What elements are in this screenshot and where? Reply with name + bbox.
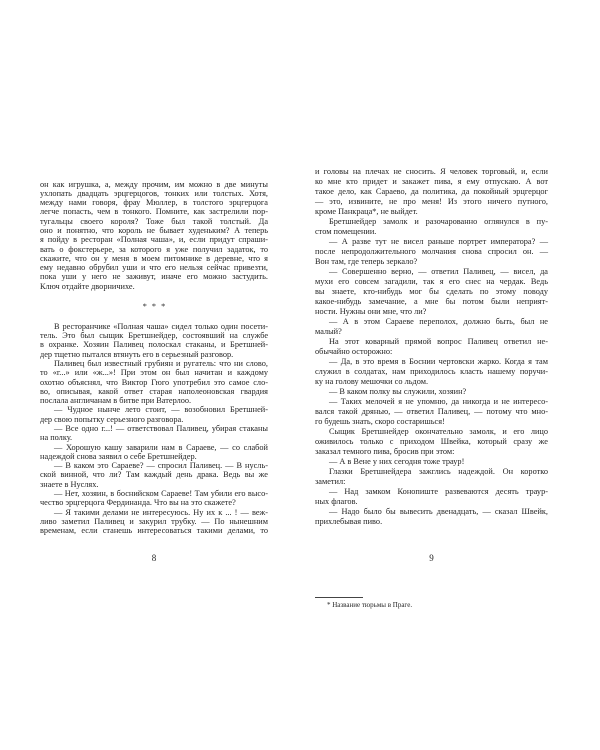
paragraph — [40, 405, 268, 424]
paragraph — [315, 317, 548, 337]
text-line: — Таких мелочей я не упомню, да никогда и не интересо- — [329, 397, 548, 406]
section-break: * * * — [142, 301, 166, 311]
text-line: во, описывая, какой ответ старая наполеоновская гвардия — [40, 386, 268, 396]
text-line: скажите, что он у меня в моем питомнике в деревне, что я — [40, 253, 268, 263]
text-line: пока уши у него не заживут, иначе его можно застудить. — [40, 272, 268, 282]
paragraph — [40, 443, 268, 462]
text-line: прихлебывая пиво. — [315, 517, 383, 526]
text-line: — А в Вене у них сегодня тоже траур! — [329, 457, 465, 466]
text-line: он как игрушка, а, между прочим, им можно в две минуты — [40, 179, 268, 189]
page-number-left: 8 — [151, 553, 157, 563]
text-line: ко мне кто придет и закажет пива, я ему отпускаю. А вот — [315, 177, 548, 186]
text-line: — А разве тут не висел раньше портрет императора? — — [329, 237, 548, 246]
text-line: тель. Это был сыщик Бретшнейдер, состоявший на службе — [40, 331, 268, 341]
text-line: дер свою попытку серьезного разговора. — [40, 414, 184, 424]
paragraph — [315, 457, 548, 467]
text-before-break — [40, 180, 268, 292]
text-line: ку на голову мешочки со льдом. — [315, 377, 429, 386]
text-line: Паливец был известный грубиян и ругатель: что ни слово, — [54, 358, 268, 368]
paragraph — [315, 487, 548, 507]
text-line: я пойду в ресторан «Полная чаша», и, если придут спраши- — [40, 235, 268, 245]
text-line: на полку. — [40, 433, 73, 443]
text-line: — Совершенно верно, — ответил Паливец, — висел, да — [329, 267, 548, 276]
text-line: — Надо было бы вывесить двенадцать, — сказал Швейк, — [329, 507, 548, 516]
paragraph — [40, 359, 268, 405]
page-left-text — [40, 180, 268, 536]
paragraph — [315, 267, 548, 317]
text-line: Ключ отдайте дворничихе. — [40, 281, 135, 291]
paragraph — [40, 489, 268, 508]
page-right-text — [315, 167, 548, 527]
text-line: знаете в Нуслях. — [40, 479, 99, 489]
text-line: Вон там, где теперь зеркало? — [315, 257, 418, 266]
text-line: тугальцы своего короля? Тоже был такой толстый. Да — [40, 216, 268, 226]
text-line: Бретшнейдер замолк и разочарованно оглянулся в пу- — [329, 217, 548, 226]
text-line: вы знаете, кто-нибудь мог бы сделать по этому поводу — [315, 287, 548, 296]
text-line: чество эрцгерцога Фердинанда. Что вы на это скажете? — [40, 498, 236, 508]
text-line: легче попасть, чем в тонкого. Помните, как застрелили пор- — [40, 207, 268, 217]
text-line: надеждой снова заявил о себе Бретшнейдер. — [40, 451, 197, 461]
text-line: — В каком полку вы служили, хозяин? — [329, 387, 467, 396]
text-line: охотно объяснял, что Виктор Гюго употребил это самое сло- — [40, 377, 268, 387]
text-line: — А в этом Сараеве переполох, должно быть, был не — [329, 317, 548, 326]
text-line: ему недавно обрубил уши и что его нельзя сейчас привезти, — [40, 263, 268, 273]
text-line: стом помещении. — [315, 227, 377, 236]
text-line: Глазки Бретшнейдера зажглись надеждой. Он коротко — [329, 467, 548, 476]
text-line: кроме Панкраца*, не выйдет. — [315, 207, 418, 216]
text-line: вался такой дрянью, — ответил Паливец, — потому что мно- — [315, 407, 548, 416]
paragraph — [40, 180, 268, 292]
text-line: какое-нибудь замечание, а мне бы потом были неприят- — [315, 297, 548, 306]
text-line: — Да, в это время в Боснии чертовски жарко. Когда я там — [329, 357, 548, 366]
text-line: — В каком это Сараеве? — спросил Паливец. — В нусль- — [54, 461, 268, 471]
text-line: такое дело, как Сараево, да политика, да покойный эрцгерцог — [315, 187, 548, 196]
paragraph — [315, 467, 548, 487]
text-line: ных флагов. — [315, 497, 358, 506]
text-line: — Я такими делами не интересуюсь. Ну их к ... ! — веж- — [54, 507, 268, 517]
text-line: оживилось только с приходом Швейка, который сразу же — [315, 437, 548, 446]
paragraph — [315, 167, 548, 217]
text-line: ухлопать двадцать эрцгерцогов, тонких или толстых. Хотя, — [40, 188, 268, 198]
page-number-right: 9 — [429, 553, 434, 563]
paragraph — [40, 461, 268, 489]
text-line: вать о фокстерьере, за которого я уже получил задаток, то — [40, 244, 268, 254]
paragraph — [315, 387, 548, 397]
text-line: — Нет, хозяин, в боснийском Сараеве! Там убили его высо- — [54, 489, 268, 499]
text-line: малый? — [315, 327, 342, 336]
text-after-break — [40, 322, 268, 536]
text-line: и головы на плечах не сносить. Я человек торговый, и, если — [315, 167, 548, 176]
paragraph — [315, 217, 548, 237]
text-line: послала англичанам в битве при Ватерлоо. — [40, 396, 192, 406]
text-line: — Хорошую кашу заварили нам в Сараеве, — со слабой — [54, 442, 268, 452]
text-line: ности. Нужны они мне, что ли? — [315, 307, 427, 316]
text-line: заметил: — [315, 477, 346, 486]
text-line: дер тщетно пытался втянуть его в серьезный разговор. — [40, 349, 234, 359]
text-line: мухи его совсем загадили, так я его снес на чердак. Ведь — [315, 277, 548, 286]
text-line: — Чудное нынче лето стоит, — возобновил Бретшней- — [54, 405, 268, 415]
paragraph — [315, 397, 548, 427]
paragraph — [40, 508, 268, 536]
text-line: то «г...» или «ж...»! При этом он был начитан и каждому — [40, 368, 268, 378]
paragraph — [315, 237, 548, 267]
text-line: На этот коварный прямой вопрос Паливец ответил не- — [329, 337, 548, 346]
text-line: заказал темного пива, бросив при этом: — [315, 447, 455, 456]
footnote: * Название тюрьмы в Праге. — [327, 601, 413, 609]
paragraph — [315, 507, 548, 527]
text-line: служил в солдатах, нам приходилось класть нашему поручи- — [315, 367, 548, 376]
paragraph — [315, 427, 548, 457]
footnote-rule — [315, 597, 363, 598]
paragraph — [315, 337, 548, 357]
text-line: — Все одно г...! — ответствовал Паливец, убирая стаканы — [54, 424, 268, 433]
text-line: временам, если станешь интересоваться такими делами, то — [40, 526, 268, 536]
text-line: го будешь знать, скоро состаришься! — [315, 417, 445, 426]
paragraph — [40, 322, 268, 359]
text-line: между нами говоря, фрау Мюллер, в толстого эрцгерцога — [40, 198, 268, 208]
text-line: Сыщик Бретшнейдер окончательно замолк, и его лицо — [329, 427, 548, 436]
text-line: обычайно осторожно: — [315, 347, 393, 356]
text-line: в охранке. Хозяин Паливец полоскал стаканы, и Бретшней- — [40, 340, 268, 350]
text-line: — Над замком Конопиште развеваются десять траур- — [329, 487, 548, 496]
text-line: после непродолжительного молчания снова спросил он. — — [315, 247, 548, 256]
text-line: оно и понятно, что король не бывает худеньким? А теперь — [40, 225, 268, 235]
text-line: ливо заметил Паливец и закурил трубку. — По нынешним — [40, 516, 268, 526]
text-line: В ресторанчике «Полная чаша» сидел только один посети- — [54, 321, 268, 331]
text-line: — это, извините, не про меня! Из этого ничего путного, — [315, 197, 548, 206]
paragraph — [315, 357, 548, 387]
text-line: ской винной, что ли? Там каждый день драка. Ведь вы же — [40, 470, 268, 480]
paragraph — [40, 424, 268, 443]
